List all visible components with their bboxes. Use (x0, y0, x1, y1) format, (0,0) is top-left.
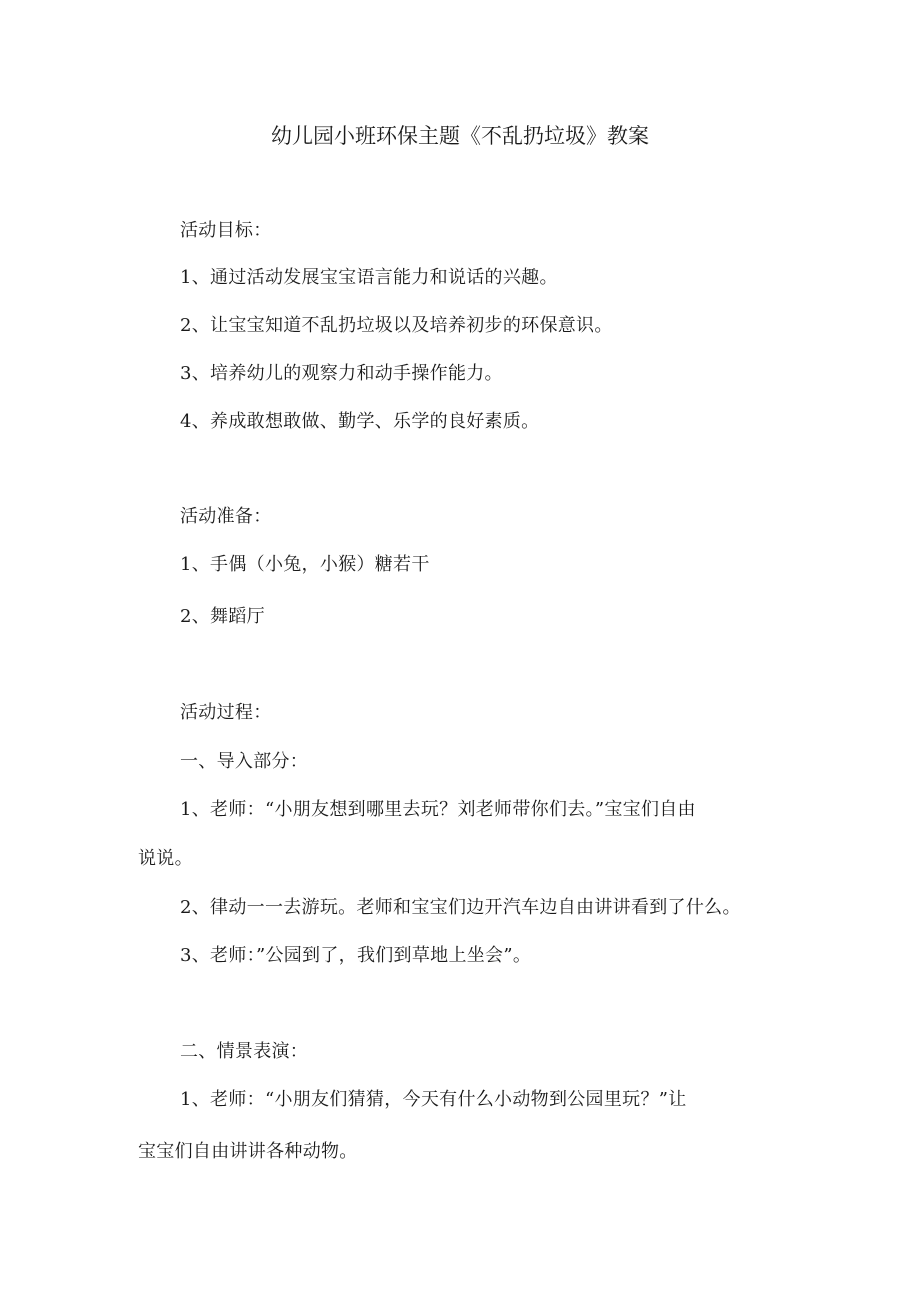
part1-item-1-line-1: 1、老师：“小朋友想到哪里去玩？刘老师带你们去。”宝宝们自由 (180, 799, 696, 820)
goal-item-2: 2、让宝宝知道不乱扔垃圾以及培养初步的环保意识。 (180, 315, 613, 336)
part1-item-3: 3、老师：”公园到了，我们到草地上坐会”。 (180, 945, 532, 966)
preparation-heading: 活动准备： (180, 506, 272, 527)
goals-heading: 活动目标： (180, 220, 272, 241)
part2-item-1-line-1: 1、老师：“小朋友们猜猜，今天有什么小动物到公园里玩？”让 (180, 1089, 687, 1110)
preparation-item-2: 2、舞蹈厅 (180, 606, 265, 627)
part1-item-1-line-2: 说说。 (138, 848, 193, 869)
goal-item-3: 3、培养幼儿的观察力和动手操作能力。 (180, 363, 503, 384)
goal-item-1: 1、通过活动发展宝宝语言能力和说话的兴趣。 (180, 267, 558, 288)
goal-item-4: 4、养成敢想敢做、勤学、乐学的良好素质。 (180, 411, 540, 432)
preparation-item-1: 1、手偶（小兔，小猴）糖若干 (180, 554, 430, 575)
process-heading: 活动过程： (180, 702, 272, 723)
document-title: 幼儿园小班环保主题《不乱扔垃圾》教案 (271, 124, 649, 148)
part1-item-2: 2、律动一一去游玩。老师和宝宝们边开汽车边自由讲讲看到了什么。 (180, 897, 741, 918)
part1-heading: 一、导入部分： (180, 751, 309, 772)
part2-item-1-line-2: 宝宝们自由讲讲各种动物。 (138, 1141, 358, 1162)
part2-heading: 二、情景表演： (180, 1041, 309, 1062)
